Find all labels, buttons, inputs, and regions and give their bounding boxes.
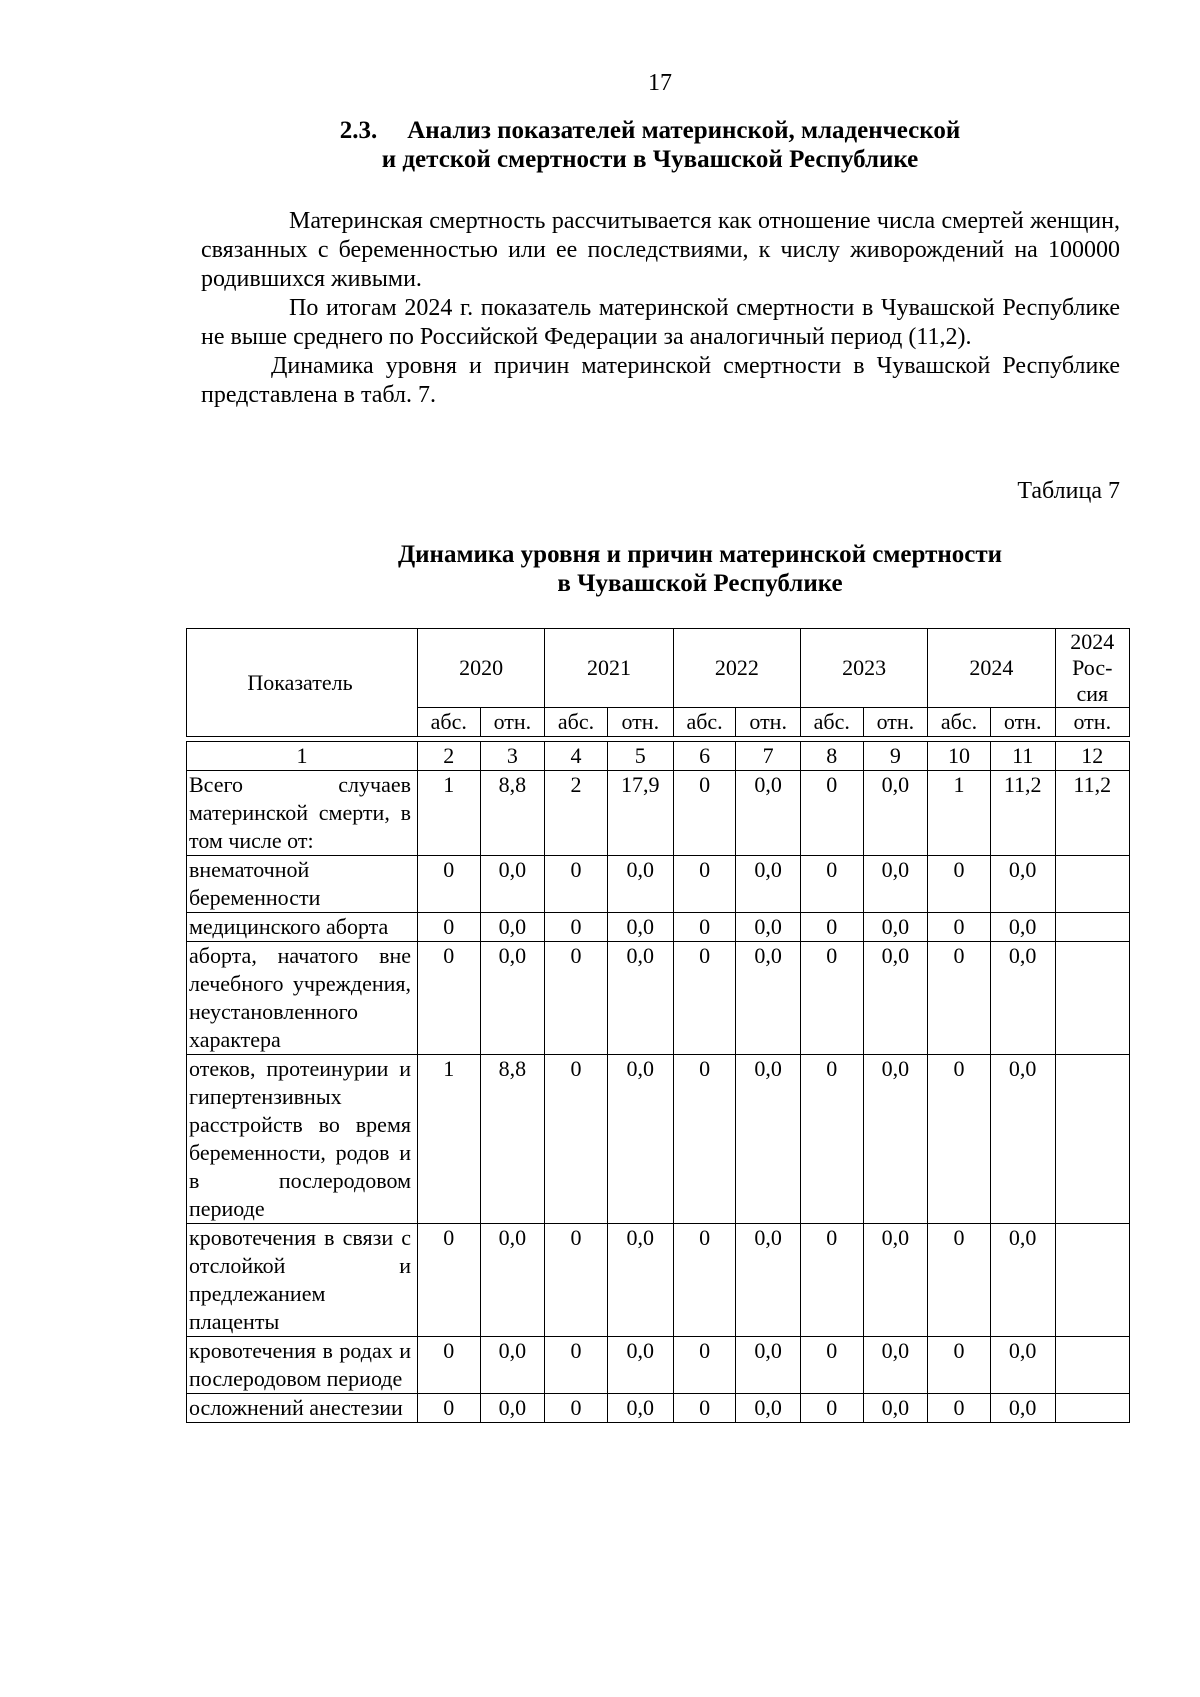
row-value: 0,0 bbox=[990, 942, 1055, 1055]
column-number: 12 bbox=[1055, 742, 1129, 771]
row-value: 0 bbox=[545, 1224, 608, 1337]
row-value: 0 bbox=[418, 1394, 481, 1423]
row-value: 0 bbox=[673, 1337, 736, 1394]
header-rel: отн. bbox=[990, 708, 1055, 737]
row-value: 1 bbox=[418, 1055, 481, 1224]
row-value: 8,8 bbox=[480, 771, 545, 856]
row-value: 0 bbox=[928, 1394, 991, 1423]
row-indicator-name: отеков, протеинурии и гипертензивных расстройств во время беременности, родов и в послеродовом периоде bbox=[187, 1055, 418, 1224]
row-value: 0 bbox=[928, 1224, 991, 1337]
header-rel: отн. bbox=[736, 708, 801, 737]
row-value: 0 bbox=[928, 1337, 991, 1394]
column-numbers-row bbox=[187, 742, 1130, 771]
row-value: 0,0 bbox=[480, 1394, 545, 1423]
paragraph-2: По итогам 2024 г. показатель материнской смертности в Чувашской Республике не выше среднего по Российской Федерации за аналогичный период (11,2). bbox=[201, 295, 1120, 350]
row-value: 0 bbox=[673, 1394, 736, 1423]
row-value: 0,0 bbox=[480, 913, 545, 942]
row-value: 0 bbox=[545, 1055, 608, 1224]
row-value: 1 bbox=[418, 771, 481, 856]
section-title bbox=[200, 116, 1100, 174]
row-value: 0 bbox=[801, 1337, 864, 1394]
table-title-line2: в Чувашской Республике bbox=[557, 570, 843, 597]
header-abs: абс. bbox=[928, 708, 991, 737]
row-value bbox=[1055, 942, 1129, 1055]
row-value: 0 bbox=[801, 1224, 864, 1337]
row-value: 0,0 bbox=[736, 1224, 801, 1337]
row-value: 0 bbox=[545, 942, 608, 1055]
row-value: 0,0 bbox=[863, 1337, 928, 1394]
row-value: 0 bbox=[673, 1224, 736, 1337]
row-value: 0 bbox=[418, 1224, 481, 1337]
table-row bbox=[187, 1224, 1130, 1337]
header-year: 2022 bbox=[673, 629, 800, 708]
table-row bbox=[187, 1055, 1130, 1224]
row-value: 0 bbox=[801, 856, 864, 913]
header-year: 2021 bbox=[545, 629, 674, 708]
page-number: 17 bbox=[648, 70, 672, 96]
header-indicator: Показатель bbox=[187, 629, 418, 737]
row-value: 0,0 bbox=[480, 1224, 545, 1337]
header-russia-line3: сия bbox=[1076, 681, 1109, 706]
column-number: 3 bbox=[480, 742, 545, 771]
row-value: 0,0 bbox=[480, 1337, 545, 1394]
header-year: 2020 bbox=[418, 629, 545, 708]
table-row bbox=[187, 1394, 1130, 1423]
row-value: 0,0 bbox=[863, 771, 928, 856]
row-value: 0,0 bbox=[863, 913, 928, 942]
row-value: 0 bbox=[928, 942, 991, 1055]
row-value: 0,0 bbox=[736, 856, 801, 913]
column-number: 10 bbox=[928, 742, 991, 771]
row-value: 0 bbox=[545, 1394, 608, 1423]
row-value bbox=[1055, 913, 1129, 942]
row-indicator-name: внематочной беременности bbox=[187, 856, 418, 913]
row-value: 0,0 bbox=[736, 1055, 801, 1224]
row-value: 0,0 bbox=[607, 1394, 673, 1423]
row-value: 0,0 bbox=[607, 1055, 673, 1224]
column-number: 2 bbox=[418, 742, 481, 771]
row-value: 0,0 bbox=[990, 1055, 1055, 1224]
row-value: 0 bbox=[928, 1055, 991, 1224]
row-value: 8,8 bbox=[480, 1055, 545, 1224]
header-russia bbox=[1055, 629, 1129, 708]
column-number: 9 bbox=[863, 742, 928, 771]
header-abs: абс. bbox=[545, 708, 608, 737]
row-value: 17,9 bbox=[607, 771, 673, 856]
header-abs: абс. bbox=[418, 708, 481, 737]
table-title bbox=[250, 540, 1150, 598]
row-value: 0,0 bbox=[607, 942, 673, 1055]
row-value bbox=[1055, 1055, 1129, 1224]
row-value: 0 bbox=[545, 913, 608, 942]
section-title-line2: и детской смертности в Чувашской Республике bbox=[381, 146, 919, 173]
row-value: 0,0 bbox=[736, 942, 801, 1055]
row-value: 0,0 bbox=[990, 856, 1055, 913]
column-number: 8 bbox=[801, 742, 864, 771]
row-value: 0,0 bbox=[607, 913, 673, 942]
row-value: 0,0 bbox=[863, 1224, 928, 1337]
row-value: 0,0 bbox=[736, 1337, 801, 1394]
row-value: 0 bbox=[545, 856, 608, 913]
section-title-line1: Анализ показателей материнской, младенческой bbox=[407, 117, 961, 144]
body-text bbox=[201, 207, 1120, 410]
table-row bbox=[187, 1337, 1130, 1394]
header-year: 2024 bbox=[928, 629, 1055, 708]
row-value: 0 bbox=[673, 856, 736, 913]
section-number: 2.3. bbox=[339, 117, 378, 144]
header-abs: абс. bbox=[673, 708, 736, 737]
row-indicator-name: Всего случаев материнской смерти, в том числе от: bbox=[187, 771, 418, 856]
table-row bbox=[187, 856, 1130, 913]
row-value: 0 bbox=[801, 1055, 864, 1224]
row-indicator-name: кровотечения в связи с отслойкой и предлежанием плаценты bbox=[187, 1224, 418, 1337]
header-russia-year: 2024 bbox=[1070, 629, 1115, 654]
row-value: 0 bbox=[673, 1055, 736, 1224]
row-value: 0 bbox=[673, 771, 736, 856]
row-indicator-name: медицинского аборта bbox=[187, 913, 418, 942]
row-value: 2 bbox=[545, 771, 608, 856]
paragraph-1: Материнская смертность рассчитывается как отношение числа смертей женщин, связанных с беременностью или ее последствиями, к числу живорождений на 100000 родившихся живыми. bbox=[201, 208, 1120, 292]
header-rel: отн. bbox=[1055, 708, 1129, 737]
header-rel: отн. bbox=[607, 708, 673, 737]
row-value bbox=[1055, 1337, 1129, 1394]
row-value: 0,0 bbox=[607, 856, 673, 913]
row-value: 0,0 bbox=[990, 1394, 1055, 1423]
header-rel: отн. bbox=[863, 708, 928, 737]
row-value bbox=[1055, 1394, 1129, 1423]
row-value: 0,0 bbox=[607, 1337, 673, 1394]
row-value: 0 bbox=[418, 856, 481, 913]
row-value: 0,0 bbox=[863, 942, 928, 1055]
mortality-table bbox=[186, 628, 1130, 1423]
table-row bbox=[187, 913, 1130, 942]
header-russia-line2: Рос- bbox=[1072, 655, 1113, 680]
row-value: 0 bbox=[801, 771, 864, 856]
row-value: 0 bbox=[673, 913, 736, 942]
column-number: 4 bbox=[545, 742, 608, 771]
row-value: 0,0 bbox=[863, 1394, 928, 1423]
row-value: 0 bbox=[418, 913, 481, 942]
table-row bbox=[187, 942, 1130, 1055]
row-value: 0,0 bbox=[990, 1337, 1055, 1394]
header-rel: отн. bbox=[480, 708, 545, 737]
row-value: 0,0 bbox=[990, 1224, 1055, 1337]
row-value: 1 bbox=[928, 771, 991, 856]
row-value: 0,0 bbox=[736, 1394, 801, 1423]
row-value: 0,0 bbox=[863, 1055, 928, 1224]
row-value: 0 bbox=[673, 942, 736, 1055]
row-value: 11,2 bbox=[990, 771, 1055, 856]
header-abs: абс. bbox=[801, 708, 864, 737]
header-row-years bbox=[187, 629, 1130, 708]
header-year: 2023 bbox=[801, 629, 928, 708]
row-value: 0,0 bbox=[736, 771, 801, 856]
row-value: 0,0 bbox=[863, 856, 928, 913]
row-value: 0 bbox=[928, 856, 991, 913]
row-value: 0 bbox=[801, 1394, 864, 1423]
row-value: 0 bbox=[928, 913, 991, 942]
row-value: 11,2 bbox=[1055, 771, 1129, 856]
row-value bbox=[1055, 856, 1129, 913]
table-row bbox=[187, 771, 1130, 856]
row-value: 0 bbox=[801, 913, 864, 942]
row-value: 0,0 bbox=[480, 856, 545, 913]
table-title-line1: Динамика уровня и причин материнской смертности bbox=[397, 541, 1003, 568]
row-indicator-name: осложнений анестезии bbox=[187, 1394, 418, 1423]
column-number: 11 bbox=[990, 742, 1055, 771]
column-number: 5 bbox=[607, 742, 673, 771]
row-indicator-name: кровотечения в родах и послеродовом периоде bbox=[187, 1337, 418, 1394]
row-value: 0,0 bbox=[736, 913, 801, 942]
row-value: 0 bbox=[545, 1337, 608, 1394]
row-value: 0,0 bbox=[480, 942, 545, 1055]
row-value: 0 bbox=[801, 942, 864, 1055]
column-number: 1 bbox=[187, 742, 418, 771]
table-label: Таблица 7 bbox=[1017, 478, 1120, 504]
column-number: 6 bbox=[673, 742, 736, 771]
row-value: 0,0 bbox=[990, 913, 1055, 942]
row-value: 0,0 bbox=[607, 1224, 673, 1337]
row-value: 0 bbox=[418, 1337, 481, 1394]
column-number: 7 bbox=[736, 742, 801, 771]
row-value: 0 bbox=[418, 942, 481, 1055]
row-value bbox=[1055, 1224, 1129, 1337]
paragraph-3: Динамика уровня и причин материнской смертности в Чувашской Республике представлена в табл. 7. bbox=[201, 353, 1120, 408]
row-indicator-name: аборта, начатого вне лечебного учреждения, неустановленного характера bbox=[187, 942, 418, 1055]
